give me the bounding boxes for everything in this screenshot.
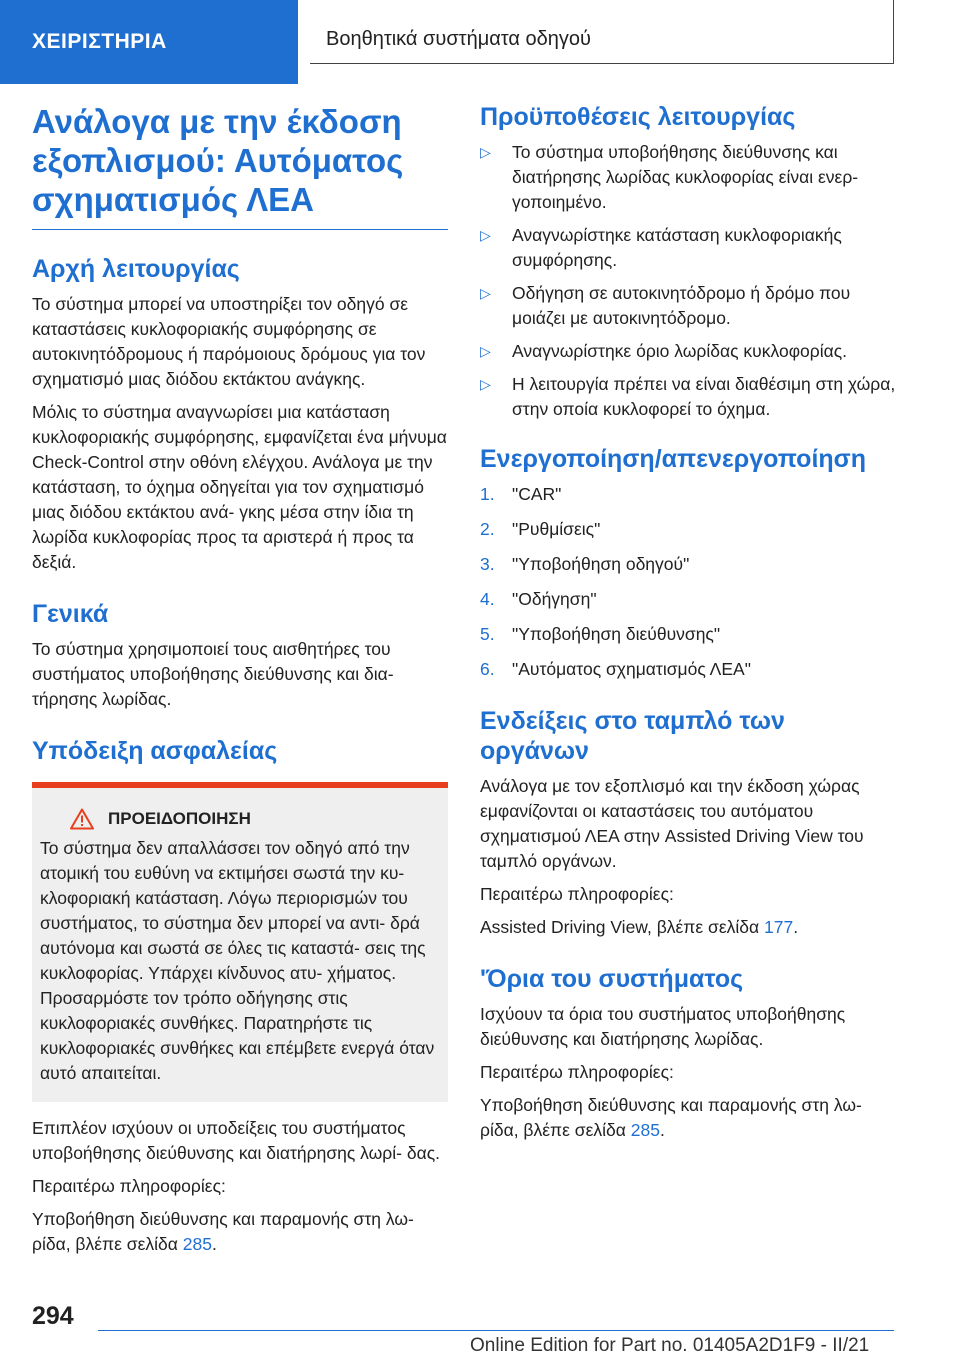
list-item: ▷ Αναγνωρίστηκε όριο λωρίδας κυκλοφορίας. (480, 339, 900, 364)
triangle-bullet-icon: ▷ (480, 285, 491, 301)
additional-notes-paragraph: Επιπλέον ισχύουν οι υποδείξεις του συστήματος υποβοήθησης διεύθυνσης και διατήρησης λωρί- δας. (32, 1118, 440, 1163)
page-title: Ανάλογα με την έκδοση εξοπλισμού: Αυτόματος σχηματισμός ΛΕΑ (32, 102, 448, 230)
page-link-285[interactable]: 285 (182, 1234, 212, 1254)
display-heading: Ενδείξεις στο ταμπλό των οργάνων (480, 707, 785, 765)
principle-paragraph-1: Το σύστημα μπορεί να υποστηρίξει τον οδηγό σε καταστάσεις κυκλοφοριακής συμφόρησης σε αυτοκινητόδρομους ή παρόμοιους δρόμους για τον σχηματισμό μιας διόδου εκτάκτου ανάγκης. (32, 294, 426, 389)
steering-reference: Υποβοήθηση διεύθυνσης και παραμονής στη λω- ρίδα, βλέπε σελίδα 285. (32, 1209, 414, 1254)
more-info-label: Περαιτέρω πληροφορίες: (480, 1062, 674, 1082)
page-link-285[interactable]: 285 (630, 1120, 660, 1140)
list-item: 5. "Υποβοήθηση διεύθυνσης" (480, 624, 721, 644)
header-section-tab (0, 0, 298, 84)
system-limits-paragraph: Ισχύουν τα όρια του συστήματος υποβοήθησης διεύθυνσης και διατήρησης λωρίδας. (480, 1004, 846, 1049)
left-column (32, 102, 448, 1257)
activation-steps-list (480, 482, 900, 682)
footer-edition: Online Edition for Part no. 01405A2D1F9 - II/21 (470, 1335, 870, 1356)
warning-triangle-icon (70, 808, 94, 830)
list-item: 2. "Ρυθμίσεις" (480, 519, 601, 539)
list-item: ▷ Η λειτουργία πρέπει να είναι διαθέσιμη στη χώρα, στην οποία κυκλοφορεί το όχημα. (480, 372, 900, 422)
principle-paragraph-2: Μόλις το σύστημα αναγνωρίσει μια κατάσταση κυκλοφοριακής συμφόρησης, εμφανίζεται ένα μήνυμα Check-Control στην οθόνη ελέγχου. Ανάλογα με την κατάσταση, το όχημα οδηγείται για τον σχηματισμό μιας διόδου εκτάκτου ανά- γκης μέσα στην ίδια τη λωρίδα κυκλοφορίας προς τα αριστερά ή προς τα δεξιά. (32, 402, 447, 572)
footer-divider (98, 1330, 894, 1331)
page-link-177[interactable]: 177 (764, 917, 794, 937)
header-chapter-label: Βοηθητικά συστήματα οδηγού (326, 28, 591, 50)
list-item: 6. "Αυτόματος σχηματισμός ΛΕΑ" (480, 659, 751, 679)
list-item: ▷ Το σύστημα υποβοήθησης διεύθυνσης και διατήρησης λωρίδας κυκλοφορίας είναι ενερ- γοποιημένο. (480, 140, 900, 215)
list-item: 4. "Οδήγηση" (480, 589, 597, 609)
header-section-label: ΧΕΙΡΙΣΤΗΡΙΑ (32, 30, 167, 53)
safety-heading: Υπόδειξη ασφαλείας (32, 737, 278, 765)
activation-heading: Ενεργοποίηση/απενεργοποίηση (480, 445, 867, 473)
list-item: 3. "Υποβοήθηση οδηγού" (480, 554, 690, 574)
display-paragraph: Ανάλογα με τον εξοπλισμό και την έκδοση χώρας εμφανίζονται οι καταστάσεις του αυτόματου σχηματισμού ΛΕΑ στην Assisted Driving View του ταμπλό οργάνων. (480, 776, 864, 871)
warning-box (32, 782, 448, 1102)
list-item: 1. "CAR" (480, 484, 562, 504)
prerequisites-list (480, 140, 900, 422)
page-number: 294 (32, 1302, 74, 1330)
warning-title: ΠΡΟΕΙΔΟΠΟΙΗΣΗ (108, 809, 251, 828)
more-info-label: Περαιτέρω πληροφορίες: (32, 1176, 226, 1196)
list-item: ▷ Οδήγηση σε αυτοκινητόδρομο ή δρόμο που μοιάζει με αυτοκινητόδρομο. (480, 281, 900, 331)
list-item: ▷ Αναγνωρίστηκε κατάσταση κυκλοφοριακής συμφόρησης. (480, 223, 900, 273)
header-chapter-box (310, 0, 894, 64)
more-info-label: Περαιτέρω πληροφορίες: (480, 884, 674, 904)
steering-reference: Υποβοήθηση διεύθυνσης και παραμονής στη λω- ρίδα, βλέπε σελίδα 285. (480, 1095, 862, 1140)
triangle-bullet-icon: ▷ (480, 376, 491, 392)
triangle-bullet-icon: ▷ (480, 343, 491, 359)
warning-text: Το σύστημα δεν απαλλάσσει τον οδηγό από την ατομική του ευθύνη να εκτιμήσει σωστά την κυ- κλοφοριακή κατάσταση. Λόγω περιορισμών του συστήματος, το σύστημα δεν μπορεί να αντι- δρά αυτόνομα και σωστά σε όλες τις καταστά- σεις της κυκλοφορίας. Υπάρχει κίνδυνος ατυ- χήματος. Προσαρμόστε τον τρόπο οδήγησης στις κυκλοφοριακές συνθήκες. Παρατηρήστε τις κυκλοφοριακές συνθήκες και επέμβετε ενεργά όταν αυτό απαιτείται. (40, 838, 435, 1083)
system-limits-heading: 'Όρια του συστήματος (480, 965, 744, 993)
triangle-bullet-icon: ▷ (480, 144, 491, 160)
principle-heading: Αρχή λειτουργίας (32, 255, 240, 283)
general-paragraph: Το σύστημα χρησιμοποιεί τους αισθητήρες του συστήματος υποβοήθησης διεύθυνσης και δια- τήρησης λωρίδας. (32, 639, 394, 709)
triangle-bullet-icon: ▷ (480, 227, 491, 243)
right-column (480, 102, 900, 1143)
prerequisites-heading: Προϋποθέσεις λειτουργίας (480, 103, 796, 131)
general-heading: Γενικά (32, 600, 109, 628)
assisted-driving-reference: Assisted Driving View, βλέπε σελίδα 177. (480, 917, 799, 937)
